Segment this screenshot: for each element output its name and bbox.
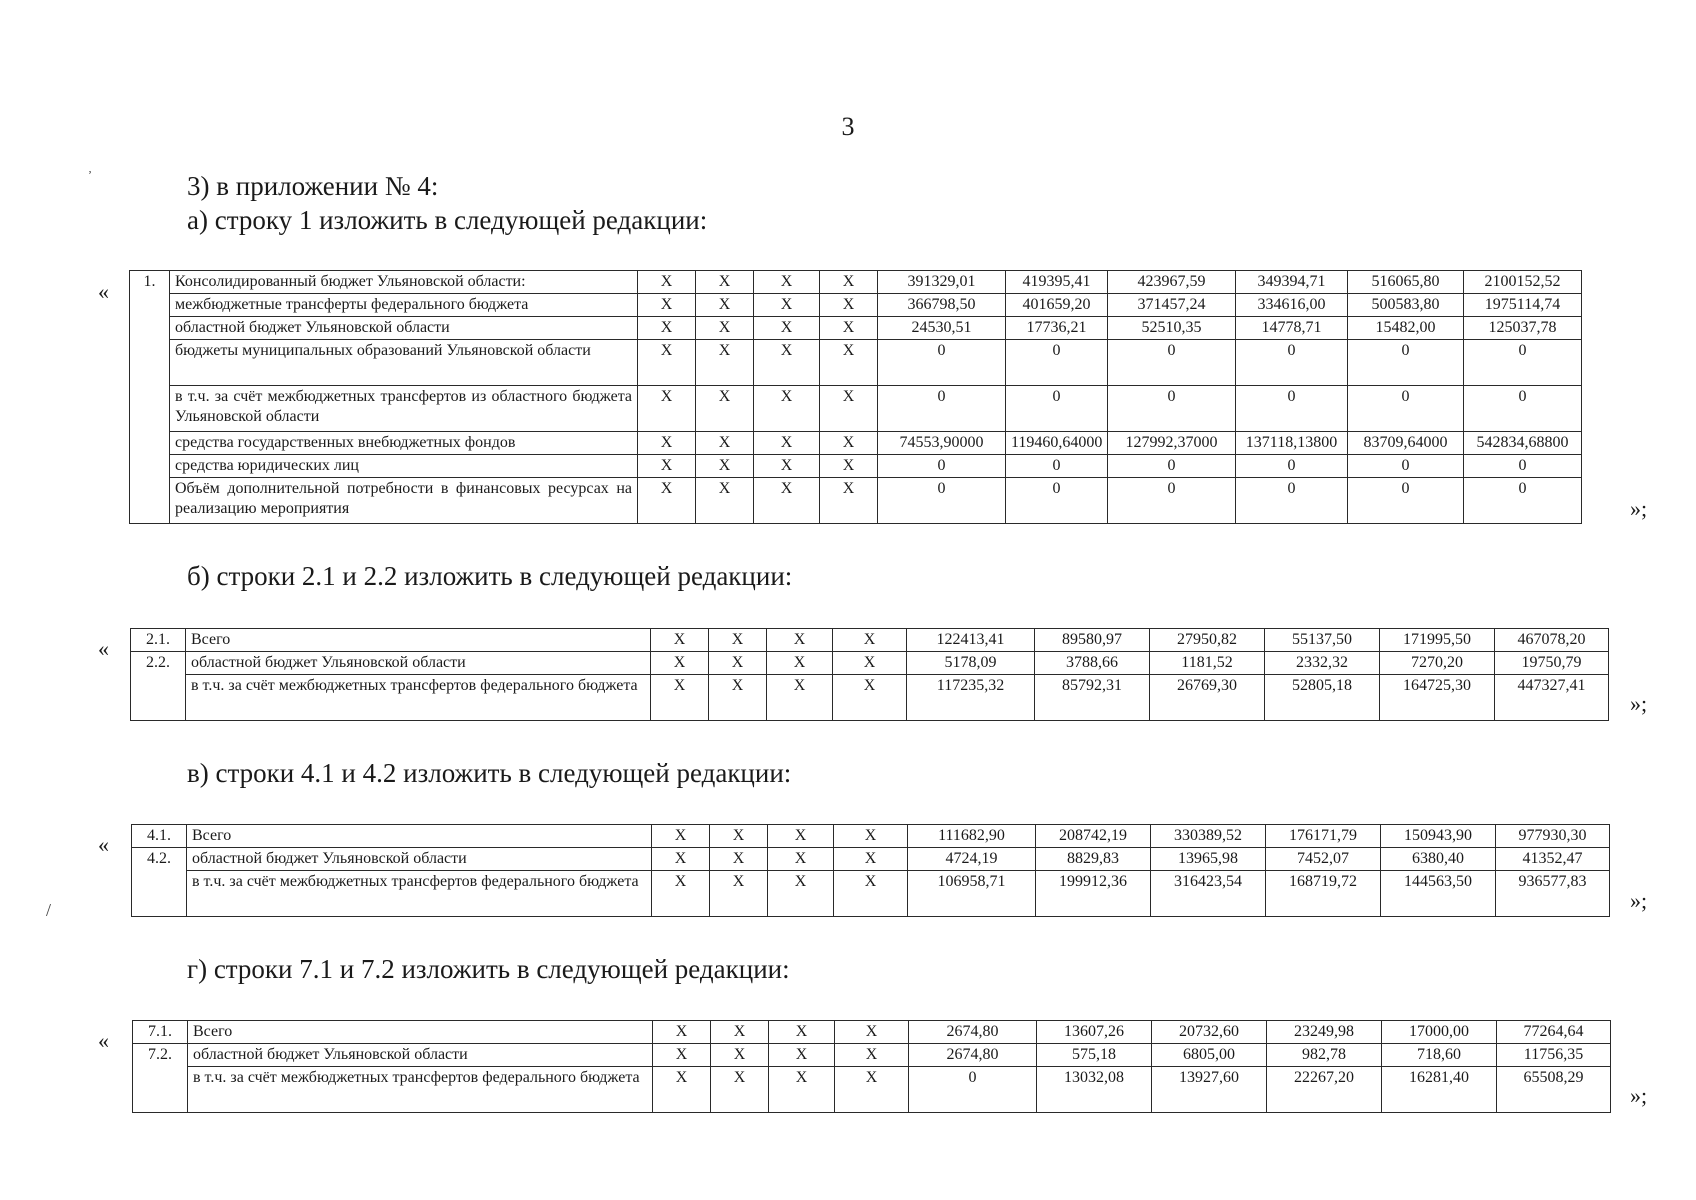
value-cell: 41352,47: [1496, 848, 1610, 871]
value-cell: 74553,90000: [878, 432, 1006, 455]
x-mark-cell: X: [696, 340, 754, 386]
row-label-cell: областной бюджет Ульяновской области: [188, 1044, 653, 1067]
section-a-table: [129, 270, 1582, 524]
x-mark-cell: X: [754, 386, 820, 432]
x-mark-cell: X: [833, 675, 907, 721]
x-mark-cell: X: [834, 825, 908, 848]
value-cell: 106958,71: [908, 871, 1036, 917]
row-label-cell: областной бюджет Ульяновской области: [187, 848, 652, 871]
value-cell: 8829,83: [1036, 848, 1151, 871]
x-mark-cell: X: [769, 1021, 835, 1044]
value-cell: 13927,60: [1152, 1067, 1267, 1113]
x-mark-cell: X: [653, 1021, 711, 1044]
value-cell: 0: [1006, 478, 1108, 524]
value-cell: 89580,97: [1035, 629, 1150, 652]
x-mark-cell: X: [754, 432, 820, 455]
x-mark-cell: X: [754, 478, 820, 524]
value-cell: 423967,59: [1108, 271, 1236, 294]
value-cell: 77264,64: [1497, 1021, 1611, 1044]
x-mark-cell: X: [638, 340, 696, 386]
value-cell: 17736,21: [1006, 317, 1108, 340]
value-cell: 24530,51: [878, 317, 1006, 340]
value-cell: 23249,98: [1267, 1021, 1382, 1044]
x-mark-cell: X: [769, 1067, 835, 1113]
value-cell: 542834,68800: [1464, 432, 1582, 455]
value-cell: 168719,72: [1266, 871, 1381, 917]
x-mark-cell: X: [768, 848, 834, 871]
value-cell: 0: [1236, 478, 1348, 524]
value-cell: 516065,80: [1348, 271, 1464, 294]
row-label-cell: областной бюджет Ульяновской области: [186, 652, 651, 675]
value-cell: 718,60: [1382, 1044, 1497, 1067]
value-cell: 0: [1348, 340, 1464, 386]
value-cell: 111682,90: [908, 825, 1036, 848]
x-mark-cell: X: [767, 629, 833, 652]
table-row: [131, 675, 1609, 721]
value-cell: 2100152,52: [1464, 271, 1582, 294]
row-label-cell: в т.ч. за счёт межбюджетных трансфертов федерального бюджета: [186, 675, 651, 721]
value-cell: 11756,35: [1497, 1044, 1611, 1067]
x-mark-cell: X: [710, 825, 768, 848]
x-mark-cell: X: [710, 848, 768, 871]
x-mark-cell: X: [820, 271, 878, 294]
value-cell: 977930,30: [1496, 825, 1610, 848]
x-mark-cell: X: [652, 825, 710, 848]
x-mark-cell: X: [710, 871, 768, 917]
table-row: [130, 478, 1582, 524]
x-mark-cell: X: [653, 1067, 711, 1113]
value-cell: 6805,00: [1152, 1044, 1267, 1067]
page-number: 3: [841, 112, 855, 141]
value-cell: 0: [878, 478, 1006, 524]
x-mark-cell: X: [696, 478, 754, 524]
x-mark-cell: X: [769, 1044, 835, 1067]
x-mark-cell: X: [820, 478, 878, 524]
value-cell: 164725,30: [1380, 675, 1495, 721]
value-cell: 0: [1348, 478, 1464, 524]
row-label-cell: средства юридических лиц: [170, 455, 638, 478]
x-mark-cell: X: [709, 675, 767, 721]
section-c-table: [131, 824, 1610, 917]
x-mark-cell: X: [711, 1021, 769, 1044]
row-label-cell: средства государственных внебюджетных фондов: [170, 432, 638, 455]
x-mark-cell: X: [638, 432, 696, 455]
table-row: [132, 848, 1610, 871]
section-d-heading: г) строки 7.1 и 7.2 изложить в следующей редакции:: [187, 954, 790, 984]
value-cell: 0: [1108, 340, 1236, 386]
table-row: [133, 1067, 1611, 1113]
value-cell: 349394,71: [1236, 271, 1348, 294]
value-cell: 13965,98: [1151, 848, 1266, 871]
value-cell: 119460,64000: [1006, 432, 1108, 455]
value-cell: 0: [1108, 386, 1236, 432]
value-cell: 371457,24: [1108, 294, 1236, 317]
x-mark-cell: X: [638, 271, 696, 294]
section-d-open-quote: «: [98, 1028, 109, 1053]
value-cell: 982,78: [1267, 1044, 1382, 1067]
value-cell: 85792,31: [1035, 675, 1150, 721]
value-cell: 3788,66: [1035, 652, 1150, 675]
value-cell: 199912,36: [1036, 871, 1151, 917]
row-number-cell: 7.2.: [133, 1044, 188, 1113]
x-mark-cell: X: [709, 629, 767, 652]
section-a-heading: а) строку 1 изложить в следующей редакции:: [187, 205, 708, 235]
value-cell: 14778,71: [1236, 317, 1348, 340]
value-cell: 0: [1006, 455, 1108, 478]
x-mark-cell: X: [638, 386, 696, 432]
x-mark-cell: X: [767, 652, 833, 675]
x-mark-cell: X: [652, 848, 710, 871]
row-number-cell: 4.1.: [132, 825, 187, 848]
value-cell: 401659,20: [1006, 294, 1108, 317]
x-mark-cell: X: [652, 871, 710, 917]
x-mark-cell: X: [638, 455, 696, 478]
value-cell: 0: [1236, 455, 1348, 478]
row-number-cell: 1.: [130, 271, 170, 524]
x-mark-cell: X: [638, 294, 696, 317]
table-row: [130, 317, 1582, 340]
value-cell: 0: [878, 386, 1006, 432]
value-cell: 27950,82: [1150, 629, 1265, 652]
value-cell: 0: [1236, 340, 1348, 386]
value-cell: 7452,07: [1266, 848, 1381, 871]
x-mark-cell: X: [835, 1021, 909, 1044]
x-mark-cell: X: [696, 317, 754, 340]
value-cell: 176171,79: [1266, 825, 1381, 848]
value-cell: 0: [1236, 386, 1348, 432]
value-cell: 0: [1464, 340, 1582, 386]
row-label-cell: Всего: [188, 1021, 653, 1044]
section-a-open-quote: «: [98, 279, 109, 304]
section-b-table: [130, 628, 1609, 721]
value-cell: 316423,54: [1151, 871, 1266, 917]
x-mark-cell: X: [820, 340, 878, 386]
value-cell: 447327,41: [1495, 675, 1609, 721]
row-label-cell: Консолидированный бюджет Ульяновской области:: [170, 271, 638, 294]
value-cell: 0: [1348, 386, 1464, 432]
value-cell: 144563,50: [1381, 871, 1496, 917]
value-cell: 5178,09: [907, 652, 1035, 675]
x-mark-cell: X: [696, 271, 754, 294]
section-c-close-quote: »;: [1630, 888, 1648, 913]
row-label-cell: в т.ч. за счёт межбюджетных трансфертов федерального бюджета: [188, 1067, 653, 1113]
x-mark-cell: X: [768, 825, 834, 848]
value-cell: 52805,18: [1265, 675, 1380, 721]
value-cell: 2332,32: [1265, 652, 1380, 675]
x-mark-cell: X: [820, 294, 878, 317]
x-mark-cell: X: [696, 294, 754, 317]
value-cell: 20732,60: [1152, 1021, 1267, 1044]
value-cell: 127992,37000: [1108, 432, 1236, 455]
value-cell: 0: [878, 455, 1006, 478]
value-cell: 0: [1464, 455, 1582, 478]
value-cell: 575,18: [1037, 1044, 1152, 1067]
value-cell: 419395,41: [1006, 271, 1108, 294]
section-a-close-quote: »;: [1630, 496, 1648, 521]
value-cell: 0: [909, 1067, 1037, 1113]
x-mark-cell: X: [820, 386, 878, 432]
section-d-table: [132, 1020, 1611, 1113]
table-row: [130, 432, 1582, 455]
section-b-heading: б) строки 2.1 и 2.2 изложить в следующей редакции:: [187, 561, 793, 591]
value-cell: 0: [1108, 455, 1236, 478]
x-mark-cell: X: [834, 871, 908, 917]
value-cell: 125037,78: [1464, 317, 1582, 340]
value-cell: 13032,08: [1037, 1067, 1152, 1113]
table-row: [131, 652, 1609, 675]
row-label-cell: Всего: [186, 629, 651, 652]
row-number-cell: 2.1.: [131, 629, 186, 652]
x-mark-cell: X: [835, 1067, 909, 1113]
value-cell: 52510,35: [1108, 317, 1236, 340]
row-label-cell: в т.ч. за счёт межбюджетных трансфертов федерального бюджета: [187, 871, 652, 917]
row-label-cell: в т.ч. за счёт межбюджетных трансфертов из областного бюджета Ульяновской области: [170, 386, 638, 432]
x-mark-cell: X: [835, 1044, 909, 1067]
table-row: [130, 455, 1582, 478]
item3-heading: 3) в приложении № 4:: [187, 171, 439, 201]
value-cell: 334616,00: [1236, 294, 1348, 317]
value-cell: 0: [1006, 340, 1108, 386]
value-cell: 391329,01: [878, 271, 1006, 294]
x-mark-cell: X: [767, 675, 833, 721]
value-cell: 122413,41: [907, 629, 1035, 652]
x-mark-cell: X: [651, 652, 709, 675]
x-mark-cell: X: [768, 871, 834, 917]
value-cell: 0: [878, 340, 1006, 386]
x-mark-cell: X: [833, 652, 907, 675]
table-row: [131, 629, 1609, 652]
value-cell: 83709,64000: [1348, 432, 1464, 455]
x-mark-cell: X: [834, 848, 908, 871]
value-cell: 15482,00: [1348, 317, 1464, 340]
x-mark-cell: X: [833, 629, 907, 652]
x-mark-cell: X: [820, 317, 878, 340]
value-cell: 137118,13800: [1236, 432, 1348, 455]
x-mark-cell: X: [653, 1044, 711, 1067]
row-label-cell: Всего: [187, 825, 652, 848]
row-label-cell: межбюджетные трансферты федерального бюджета: [170, 294, 638, 317]
value-cell: 65508,29: [1497, 1067, 1611, 1113]
x-mark-cell: X: [696, 432, 754, 455]
table-row: [133, 1044, 1611, 1067]
value-cell: 330389,52: [1151, 825, 1266, 848]
value-cell: 7270,20: [1380, 652, 1495, 675]
x-mark-cell: X: [709, 652, 767, 675]
row-label-cell: областной бюджет Ульяновской области: [170, 317, 638, 340]
value-cell: 0: [1348, 455, 1464, 478]
table-row: [132, 825, 1610, 848]
x-mark-cell: X: [696, 386, 754, 432]
value-cell: 117235,32: [907, 675, 1035, 721]
x-mark-cell: X: [696, 455, 754, 478]
row-label-cell: бюджеты муниципальных образований Ульяновской области: [170, 340, 638, 386]
section-b-open-quote: «: [98, 636, 109, 661]
value-cell: 0: [1464, 386, 1582, 432]
value-cell: 6380,40: [1381, 848, 1496, 871]
section-c-open-quote: «: [98, 832, 109, 857]
x-mark-cell: X: [754, 294, 820, 317]
value-cell: 150943,90: [1381, 825, 1496, 848]
value-cell: 2674,80: [909, 1021, 1037, 1044]
value-cell: 1181,52: [1150, 652, 1265, 675]
value-cell: 19750,79: [1495, 652, 1609, 675]
x-mark-cell: X: [711, 1044, 769, 1067]
value-cell: 171995,50: [1380, 629, 1495, 652]
x-mark-cell: X: [651, 675, 709, 721]
value-cell: 0: [1006, 386, 1108, 432]
x-mark-cell: X: [638, 478, 696, 524]
row-label-cell: Объём дополнительной потребности в финансовых ресурсах на реализацию мероприятия: [170, 478, 638, 524]
x-mark-cell: X: [754, 455, 820, 478]
value-cell: 467078,20: [1495, 629, 1609, 652]
table-row: [132, 871, 1610, 917]
value-cell: 0: [1108, 478, 1236, 524]
x-mark-cell: X: [638, 317, 696, 340]
row-number-cell: 7.1.: [133, 1021, 188, 1044]
value-cell: 1975114,74: [1464, 294, 1582, 317]
value-cell: 0: [1464, 478, 1582, 524]
section-d-close-quote: »;: [1630, 1083, 1648, 1108]
x-mark-cell: X: [820, 432, 878, 455]
value-cell: 55137,50: [1265, 629, 1380, 652]
value-cell: 2674,80: [909, 1044, 1037, 1067]
row-number-cell: 2.2.: [131, 652, 186, 721]
value-cell: 4724,19: [908, 848, 1036, 871]
value-cell: 208742,19: [1036, 825, 1151, 848]
value-cell: 500583,80: [1348, 294, 1464, 317]
x-mark-cell: X: [651, 629, 709, 652]
value-cell: 17000,00: [1382, 1021, 1497, 1044]
value-cell: 16281,40: [1382, 1067, 1497, 1113]
table-row: [130, 294, 1582, 317]
row-number-cell: 4.2.: [132, 848, 187, 917]
margin-slash-mark: /: [46, 900, 52, 920]
x-mark-cell: X: [754, 340, 820, 386]
table-row: [130, 271, 1582, 294]
table-row: [130, 340, 1582, 386]
table-row: [133, 1021, 1611, 1044]
x-mark-cell: X: [754, 317, 820, 340]
margin-tick-mark: ʼ: [88, 168, 92, 182]
value-cell: 26769,30: [1150, 675, 1265, 721]
section-c-heading: в) строки 4.1 и 4.2 изложить в следующей редакции:: [187, 758, 792, 788]
value-cell: 936577,83: [1496, 871, 1610, 917]
value-cell: 366798,50: [878, 294, 1006, 317]
section-b-close-quote: »;: [1630, 691, 1648, 716]
x-mark-cell: X: [711, 1067, 769, 1113]
table-row: [130, 386, 1582, 432]
x-mark-cell: X: [754, 271, 820, 294]
x-mark-cell: X: [820, 455, 878, 478]
value-cell: 13607,26: [1037, 1021, 1152, 1044]
value-cell: 22267,20: [1267, 1067, 1382, 1113]
